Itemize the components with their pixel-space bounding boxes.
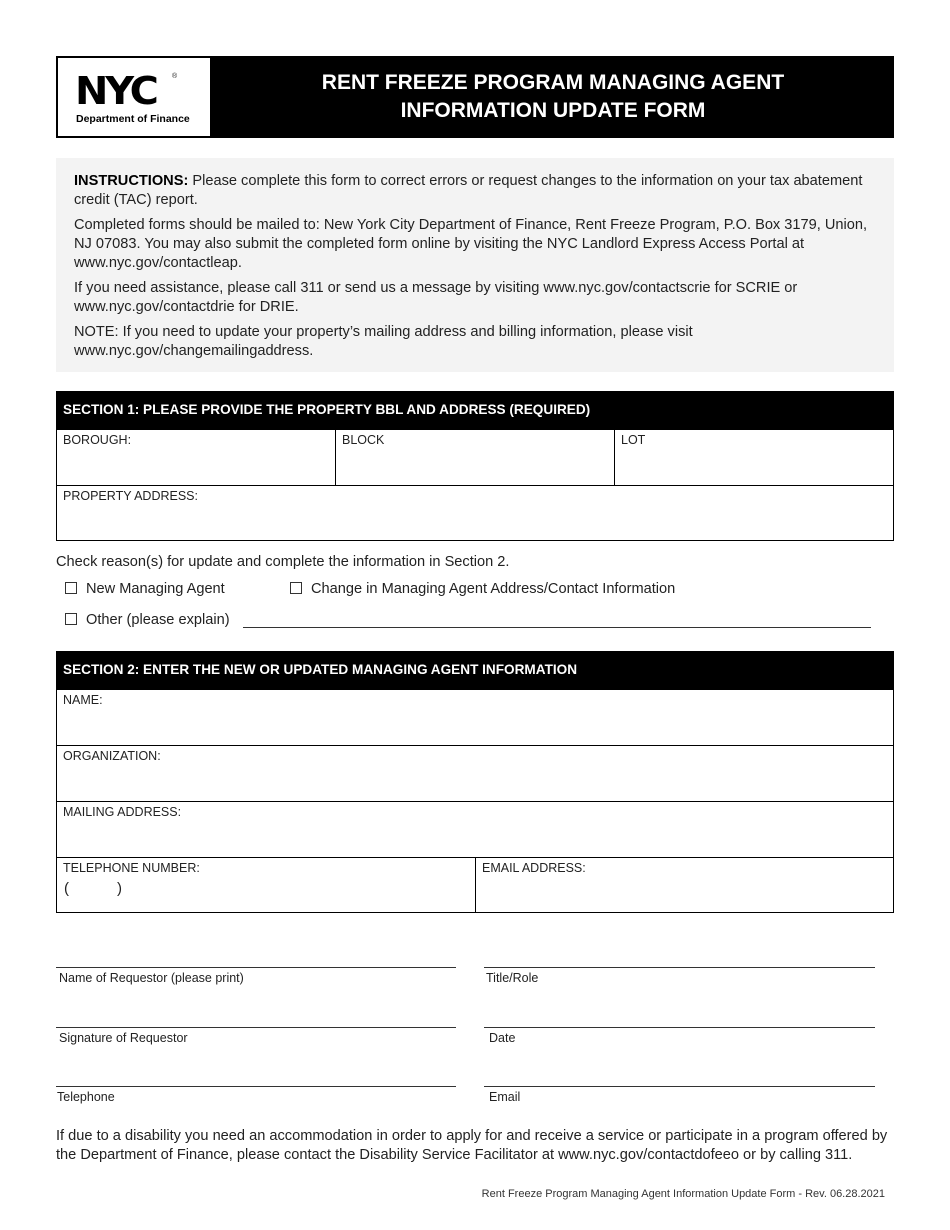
new-agent-option[interactable] (65, 581, 225, 597)
title-role-label: Title/Role (486, 971, 539, 985)
mailing-address-label: MAILING ADDRESS: (63, 805, 182, 819)
change-info-option[interactable] (290, 581, 675, 597)
requestor-name-label: Name of Requestor (please print) (59, 971, 244, 985)
email-line[interactable] (484, 1086, 875, 1087)
nyc-dof-logo (56, 56, 212, 138)
email-sig-label: Email (489, 1090, 521, 1104)
change-info-checkbox[interactable] (290, 582, 302, 594)
section-2-header: SECTION 2: ENTER THE NEW OR UPDATED MANAGING AGENT INFORMATION (56, 651, 894, 689)
logo-wordmark: NYC (75, 69, 156, 113)
new-agent-checkbox[interactable] (65, 582, 77, 594)
logo-department-name: Department of Finance (76, 113, 190, 125)
title-role-line[interactable] (484, 967, 875, 968)
instructions-text-2: Completed forms should be mailed to: New York City Department of Finance, Rent Freeze Program, P.O. Box 3179, Union, NJ 07083. You may also submit the completed form online by visiting the NYC Landlord Express Access Portal at www.nyc.gov/contactleap. (74, 217, 868, 271)
reasons-prompt: Check reason(s) for update and complete the information in Section 2. (56, 554, 510, 570)
logo-registered-mark: ® (172, 73, 178, 80)
block-label: BLOCK (342, 433, 385, 447)
borough-field[interactable] (56, 429, 336, 486)
property-address-field[interactable] (56, 485, 894, 541)
lot-field[interactable] (614, 429, 894, 486)
form-title: RENT FREEZE PROGRAM MANAGING AGENT INFORMATION UPDATE FORM (321, 71, 785, 122)
instructions-intro (74, 172, 876, 210)
section-1-header: SECTION 1: PLEASE PROVIDE THE PROPERTY BBL AND ADDRESS (REQUIRED) (56, 391, 894, 429)
telephone-field[interactable] (56, 857, 476, 913)
borough-label: BOROUGH: (63, 433, 132, 447)
accommodation-notice: If due to a disability you need an accommodation in order to apply for and receive a service or participate in a program offered by the Department of Finance, please contact the Disability Service Facilitator at www.nyc.gov/contactdofeeo or by calling 311. (56, 1128, 888, 1163)
signature-line[interactable] (56, 1027, 456, 1028)
other-label: Other (please explain) (86, 612, 230, 628)
email-address-label: EMAIL ADDRESS: (482, 861, 586, 875)
email-address-field[interactable] (475, 857, 894, 913)
lot-label: LOT (621, 433, 646, 447)
area-code-open-paren: ( (64, 880, 69, 897)
requestor-name-line[interactable] (56, 967, 456, 968)
date-line[interactable] (484, 1027, 875, 1028)
signature-label: Signature of Requestor (59, 1031, 188, 1045)
organization-field[interactable] (56, 745, 894, 802)
instructions-text-1: Please complete this form to correct errors or request changes to the information on your tax abatement credit (TAC) report. (74, 173, 863, 208)
instructions-text-4: NOTE: If you need to update your property’s mailing address and billing information, please visit www.nyc.gov/changemailingaddress. (74, 324, 693, 359)
organization-label: ORGANIZATION: (63, 749, 161, 763)
agent-name-field[interactable] (56, 689, 894, 746)
telephone-label: TELEPHONE NUMBER: (63, 861, 200, 875)
instructions-panel (56, 158, 894, 372)
change-info-label: Change in Managing Agent Address/Contact Information (311, 581, 676, 597)
other-explain-line[interactable] (243, 627, 871, 628)
new-agent-label: New Managing Agent (86, 581, 225, 597)
instructions-text-3: If you need assistance, please call 311 or send us a message by visiting www.nyc.gov/contactscrie for SCRIE or www.nyc.gov/contactdrie for DRIE. (74, 280, 798, 315)
property-address-label: PROPERTY ADDRESS: (63, 489, 198, 503)
area-code-close-paren: ) (117, 880, 122, 897)
date-label: Date (489, 1031, 516, 1045)
telephone-sig-label: Telephone (57, 1090, 115, 1104)
form-revision: Rent Freeze Program Managing Agent Information Update Form - Rev. 06.28.2021 (481, 1188, 885, 1200)
telephone-line[interactable] (56, 1086, 456, 1087)
instructions-label: INSTRUCTIONS: (74, 173, 189, 189)
other-option[interactable] (65, 612, 230, 628)
form-title-bar (212, 56, 894, 138)
block-field[interactable] (335, 429, 615, 486)
other-checkbox[interactable] (65, 613, 77, 625)
mailing-address-field[interactable] (56, 801, 894, 858)
agent-name-label: NAME: (63, 693, 103, 707)
